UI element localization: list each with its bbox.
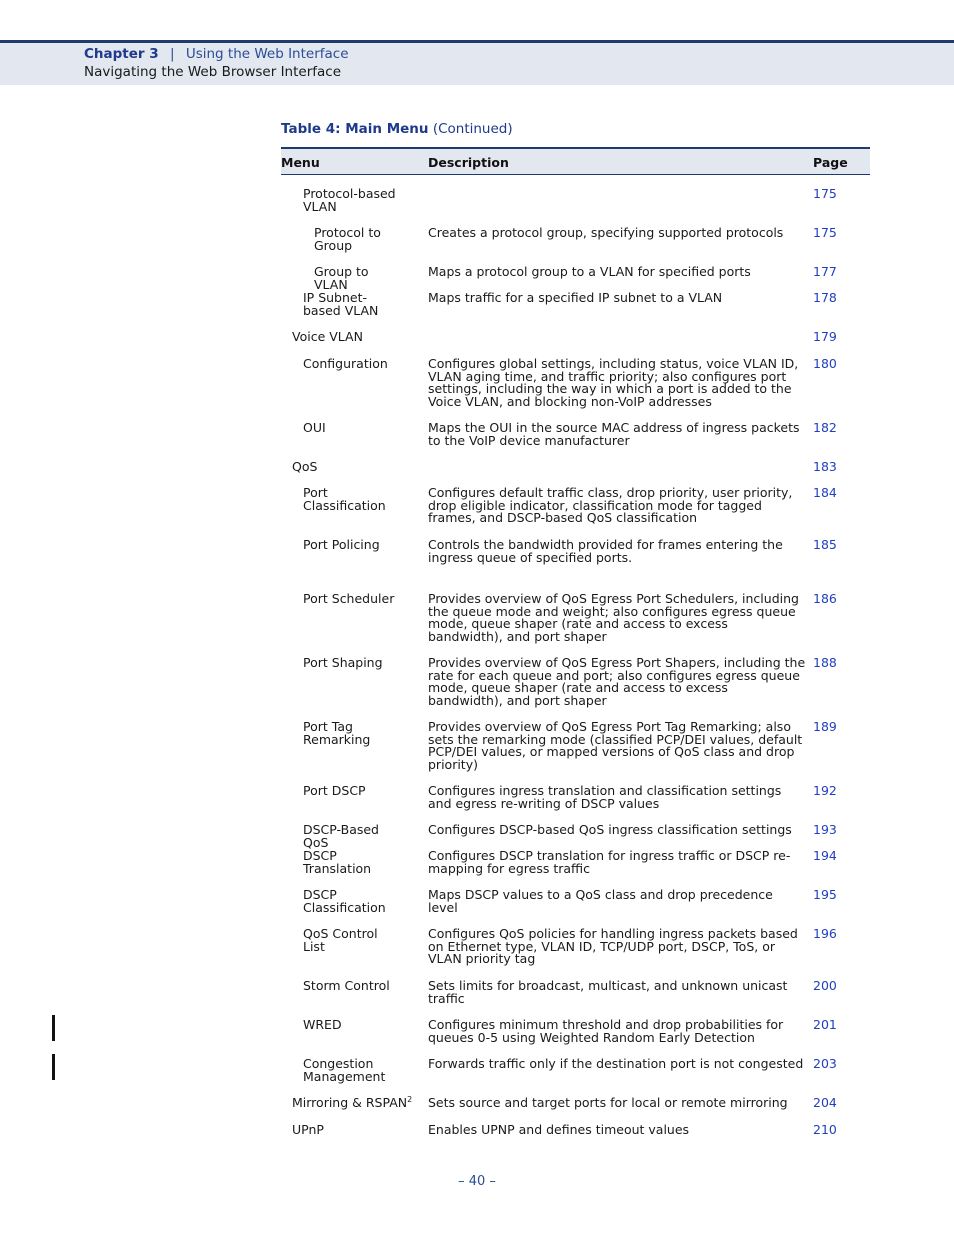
- section-title: Navigating the Web Browser Interface: [84, 64, 342, 80]
- change-bar: [52, 1015, 55, 1041]
- page-link[interactable]: 184: [813, 485, 837, 500]
- description-cell: Provides overview of QoS Egress Port Shapers, including the rate for each queue and port; also configures egress queue mode, queue shaper (rate and access to excess bandwidth), and port shaper: [428, 655, 806, 708]
- page-link[interactable]: 189: [813, 719, 837, 734]
- description-cell: Sets source and target ports for local or remote mirroring: [428, 1095, 788, 1110]
- menu-item-label: OUI: [303, 420, 326, 435]
- page-link[interactable]: 204: [813, 1095, 837, 1110]
- main-menu-table: [281, 147, 870, 1137]
- column-header-description: Description: [428, 155, 509, 170]
- menu-cell: [303, 721, 403, 746]
- chapter-label: [84, 46, 159, 62]
- menu-item-label: Congestion Management: [303, 1056, 386, 1084]
- description-cell: Configures minimum threshold and drop probabilities for queues 0-5 using Weighted Random Early Detection: [428, 1017, 784, 1045]
- menu-item-label: Mirroring & RSPAN: [292, 1095, 408, 1110]
- menu-item-label: DSCP Translation: [303, 848, 372, 876]
- page-link[interactable]: 178: [813, 290, 837, 305]
- menu-cell: [292, 1124, 420, 1137]
- chapter-word: Chapter: [84, 46, 145, 62]
- page-link[interactable]: 195: [813, 887, 837, 902]
- page-link[interactable]: 185: [813, 537, 837, 552]
- page-link[interactable]: 192: [813, 783, 837, 798]
- menu-cell: [303, 980, 403, 993]
- menu-cell: [303, 1058, 403, 1083]
- description-cell: Maps traffic for a specified IP subnet to a VLAN: [428, 290, 723, 305]
- description-cell: Configures global settings, including status, voice VLAN ID, VLAN aging time, and traffic priority; also configures port settings, including the way in which a port is added to the Voice VLAN, and blocking non-VoIP addresses: [428, 356, 799, 409]
- chapter-heading: [84, 46, 349, 62]
- description-cell: Maps DSCP values to a QoS class and drop precedence level: [428, 887, 773, 915]
- menu-item-label: UPnP: [292, 1122, 324, 1137]
- page-link[interactable]: 193: [813, 822, 837, 837]
- menu-item-label: Configuration: [303, 356, 388, 371]
- menu-cell: [303, 422, 403, 435]
- menu-item-label: Storm Control: [303, 978, 390, 993]
- page-link[interactable]: 203: [813, 1056, 837, 1071]
- description-cell: Configures DSCP translation for ingress traffic or DSCP re-mapping for egress traffic: [428, 848, 791, 876]
- menu-cell: [303, 785, 403, 798]
- menu-cell: [292, 331, 420, 344]
- menu-cell: [303, 928, 403, 953]
- menu-item-label: Port Shaping: [303, 655, 383, 670]
- page-link[interactable]: 196: [813, 926, 837, 941]
- description-cell: Configures DSCP-based QoS ingress classification settings: [428, 822, 792, 837]
- menu-cell: [303, 292, 403, 317]
- table-caption-title: Table 4: Main Menu: [281, 121, 429, 137]
- page-link[interactable]: 180: [813, 356, 837, 371]
- menu-item-label: Port Policing: [303, 537, 380, 552]
- menu-cell: [303, 188, 403, 213]
- menu-cell: [303, 358, 403, 371]
- page-link[interactable]: 210: [813, 1122, 837, 1137]
- description-cell: Enables UPNP and defines timeout values: [428, 1122, 690, 1137]
- table-caption-continued: (Continued): [432, 121, 513, 137]
- menu-cell: [303, 889, 403, 914]
- table-header-row: [281, 147, 870, 175]
- page-link[interactable]: 183: [813, 459, 837, 474]
- menu-cell: [314, 266, 404, 291]
- page-link[interactable]: 175: [813, 186, 837, 201]
- menu-item-label: IP Subnet-based VLAN: [303, 290, 379, 318]
- menu-cell: [303, 657, 403, 670]
- page-link[interactable]: 179: [813, 329, 837, 344]
- menu-item-label: Protocol to Group: [314, 225, 381, 253]
- menu-item-label: DSCP Classification: [303, 887, 386, 915]
- column-header-page: Page: [813, 155, 848, 170]
- chapter-separator: |: [169, 46, 175, 62]
- menu-item-label: QoS: [292, 459, 318, 474]
- table-caption: [281, 121, 513, 137]
- page-link[interactable]: 182: [813, 420, 837, 435]
- menu-cell: [314, 227, 404, 252]
- description-cell: Creates a protocol group, specifying supported protocols: [428, 225, 784, 240]
- page-link[interactable]: 201: [813, 1017, 837, 1032]
- menu-item-label: Protocol-based VLAN: [303, 186, 396, 214]
- column-header-menu: Menu: [281, 155, 320, 170]
- page-link[interactable]: 188: [813, 655, 837, 670]
- chapter-number: 3: [149, 46, 159, 62]
- menu-item-label: WRED: [303, 1017, 342, 1032]
- page-number: – 40 –: [458, 1174, 496, 1189]
- menu-item-label: DSCP-Based QoS: [303, 822, 379, 850]
- page-link[interactable]: 186: [813, 591, 837, 606]
- description-cell: Forwards traffic only if the destination port is not congested: [428, 1056, 804, 1071]
- menu-cell: [303, 1019, 403, 1032]
- menu-item-label: Port Scheduler: [303, 591, 395, 606]
- menu-cell: [292, 461, 420, 474]
- chapter-title: Using the Web Interface: [185, 46, 349, 62]
- menu-cell: [292, 1094, 420, 1110]
- menu-item-label: Group to VLAN: [314, 264, 369, 292]
- page-link[interactable]: 194: [813, 848, 837, 863]
- description-cell: Provides overview of QoS Egress Port Tag Remarking; also sets the remarking mode (classified PCP/DEI values, default PCP/DEI values, or mapped versions of QoS class and drop priority): [428, 719, 803, 772]
- description-cell: Maps a protocol group to a VLAN for specified ports: [428, 264, 751, 279]
- page-link[interactable]: 175: [813, 225, 837, 240]
- page-link[interactable]: 177: [813, 264, 837, 279]
- footnote-marker: 2: [407, 1094, 413, 1104]
- menu-cell: [303, 487, 403, 512]
- menu-item-label: Port Classification: [303, 485, 386, 513]
- description-cell: Controls the bandwidth provided for frames entering the ingress queue of specified ports.: [428, 537, 783, 565]
- description-cell: Configures default traffic class, drop priority, user priority, drop eligible indicator, classification mode for tagged frames, and DSCP-based QoS classification: [428, 485, 793, 525]
- menu-item-label: Voice VLAN: [292, 329, 363, 344]
- change-bar: [52, 1054, 55, 1080]
- menu-cell: [303, 593, 403, 606]
- description-cell: Maps the OUI in the source MAC address of ingress packets to the VoIP device manufacturer: [428, 420, 800, 448]
- menu-cell: [303, 539, 403, 552]
- menu-cell: [303, 850, 403, 875]
- menu-item-label: QoS Control List: [303, 926, 378, 954]
- page-link[interactable]: 200: [813, 978, 837, 993]
- description-cell: Configures QoS policies for handling ingress packets based on Ethernet type, VLAN ID, TCP/UDP port, DSCP, ToS, or VLAN priority tag: [428, 926, 798, 966]
- description-cell: Configures ingress translation and classification settings and egress re-writing of DSCP values: [428, 783, 782, 811]
- menu-cell: [303, 824, 403, 849]
- menu-item-label: Port Tag Remarking: [303, 719, 371, 747]
- description-cell: Provides overview of QoS Egress Port Schedulers, including the queue mode and weight; also configures egress queue mode, queue shaper (rate and access to excess bandwidth), and port shaper: [428, 591, 799, 644]
- menu-item-label: Port DSCP: [303, 783, 366, 798]
- description-cell: Sets limits for broadcast, multicast, and unknown unicast traffic: [428, 978, 788, 1006]
